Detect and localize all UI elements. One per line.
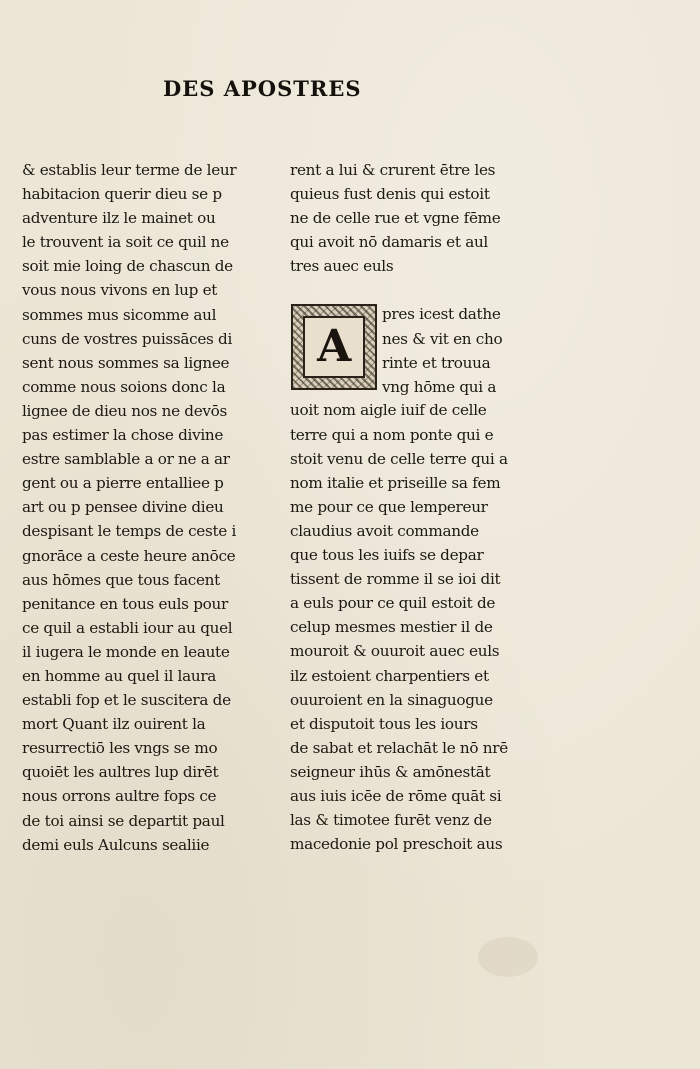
text-line: lignee de dieu nos ne devōs (22, 401, 228, 420)
text-line: uoit nom aigle iuif de celle (290, 401, 487, 420)
text-line: penitance en tous euls pour (22, 594, 228, 613)
text-line: qui avoit nō damaris et aul (290, 233, 488, 252)
paper-stain (478, 937, 538, 977)
text-line: de toi ainsi se departit paul (22, 811, 225, 830)
text-line: mort Quant ilz ouirent la (22, 715, 206, 734)
text-line: rent a lui & crurent ētre les (290, 161, 496, 179)
text-line: et disputoit tous les iours (290, 714, 478, 733)
text-line: adventure ilz le mainet ou (22, 209, 216, 228)
text-line: vng hōme qui a (382, 377, 497, 396)
text-line: nous orrons aultre fops ce (22, 787, 217, 806)
text-line: le trouvent ia soit ce quil ne (22, 233, 229, 252)
text-line: soit mie loing de chascun de (22, 257, 233, 276)
text-line: despisant le temps de ceste i (22, 522, 237, 541)
text-line: nes & vit en cho (382, 329, 503, 348)
text-line: establi fop et le suscitera de (22, 691, 231, 710)
text-line: aus hōmes que tous facent (22, 570, 220, 589)
initial-adjacent-lines (382, 302, 502, 398)
left-text-column (22, 158, 252, 857)
text-line: ilz estoient charpentiers et (290, 666, 489, 685)
text-line: aus iuis icēe de rōme quāt si (290, 786, 502, 805)
initial-letter: A (303, 316, 365, 378)
running-head: DES APOSTRES (163, 76, 362, 101)
right-column-top-paragraph (290, 158, 520, 278)
text-line: sommes mus sicomme aul (22, 305, 217, 324)
text-line: a euls pour ce quil estoit de (290, 594, 496, 613)
text-line: stoit venu de celle terre qui a (290, 449, 508, 468)
text-line: las & timotee furēt venz de (290, 811, 492, 830)
text-line: ne de celle rue et vgne fēme (290, 209, 501, 228)
text-line: habitacion querir dieu se p (22, 185, 222, 204)
text-line: macedonie pol preschoit aus (290, 835, 503, 854)
paragraph-gap (290, 278, 520, 302)
text-line: en homme au quel il laura (22, 666, 217, 685)
text-line: tres auec euls (290, 257, 394, 276)
text-line: pas estimer la chose divine (22, 426, 224, 445)
text-line: de sabat et relachāt le nō nrē (290, 738, 508, 757)
text-line: celup mesmes mestier il de (290, 618, 493, 637)
text-line: seigneur ihūs & amōnestāt (290, 762, 491, 781)
text-line: sent nous sommes sa lignee (22, 353, 230, 372)
text-line: comme nous soions donc la (22, 377, 226, 396)
text-line: il iugera le monde en leaute (22, 642, 230, 661)
text-line: & establis leur terme de leur (22, 161, 237, 179)
text-line: cuns de vostres puissāces di (22, 329, 233, 348)
text-line: pres icest dathe (382, 305, 501, 324)
text-line: ouuroient en la sinaguogue (290, 690, 493, 709)
text-line: vous nous vivons en lup et (22, 281, 218, 300)
text-line: demi euls Aulcuns sealiie (22, 835, 210, 854)
text-line: que tous les iuifs se depar (290, 546, 484, 565)
text-line: art ou p pensee divine dieu (22, 498, 224, 517)
text-line: terre qui a nom ponte qui e (290, 425, 494, 444)
right-column-paragraph (290, 398, 520, 856)
text-line: claudius avoit commande (290, 521, 479, 540)
right-text-column (290, 158, 520, 856)
text-line: estre samblable a or ne a ar (22, 450, 230, 469)
text-line: gnorāce a ceste heure anōce (22, 546, 236, 565)
decorated-initial-icon (291, 304, 377, 390)
initial-block (290, 302, 520, 398)
text-line: resurrectiō les vngs se mo (22, 739, 218, 758)
text-line: me pour ce que lempereur (290, 497, 488, 516)
text-line: ce quil a establi iour au quel (22, 618, 233, 637)
text-line: rinte et trouua (382, 353, 491, 372)
text-line: quieus fust denis qui estoit (290, 185, 490, 204)
text-line: mouroit & ouuroit auec euls (290, 642, 500, 661)
text-line: tissent de romme il se ioi dit (290, 570, 501, 589)
text-line: nom italie et priseille sa fem (290, 473, 501, 492)
text-line: quoiēt les aultres lup dirēt (22, 763, 219, 782)
text-line: gent ou a pierre entalliee p (22, 474, 224, 493)
